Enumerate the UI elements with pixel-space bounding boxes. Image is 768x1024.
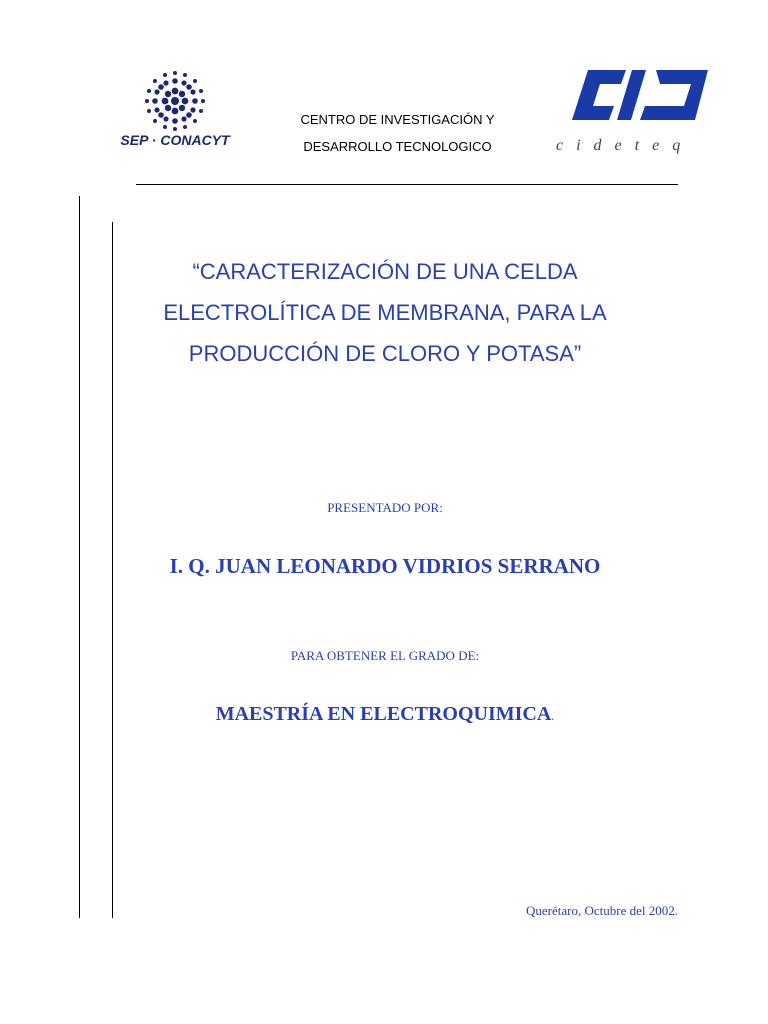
institution-name [255, 106, 540, 160]
thesis-title-line-2: ELECTROLÍTICA DE MEMBRANA, PARA LA [163, 300, 607, 325]
conacyt-globe-icon [100, 70, 250, 132]
place-and-date: Querétaro, Octubre del 2002. [526, 903, 678, 918]
institution-line-2: DESARROLLO TECNOLOGICO [303, 139, 492, 154]
thesis-title-line-3: PRODUCCIÓN DE CLORO Y POTASA” [188, 341, 582, 366]
thesis-title [120, 251, 650, 374]
degree-name [120, 703, 650, 726]
author-name: I. Q. JUAN LEONARDO VIDRIOS SERRANO [169, 554, 601, 578]
presented-by-label: PRESENTADO POR: [327, 500, 443, 515]
header-divider [136, 184, 678, 185]
degree-label: PARA OBTENER EL GRADO DE: [290, 648, 480, 663]
institution-line-1: CENTRO DE INVESTIGACIÓN Y [300, 112, 495, 127]
margin-rule-outer [79, 196, 80, 918]
degree-name-text: MAESTRÍA EN ELECTROQUIMICA [215, 703, 552, 725]
sep-conacyt-logo-text: SEP · CONACYT [120, 132, 230, 148]
cideteq-emblem-icon [560, 64, 720, 134]
margin-rule-inner [112, 222, 113, 918]
degree-suffix: . [551, 709, 555, 723]
thesis-title-line-1: “CARACTERIZACIÓN DE UNA CELDA [192, 259, 578, 284]
cideteq-logo-text: cideteq [556, 137, 694, 154]
